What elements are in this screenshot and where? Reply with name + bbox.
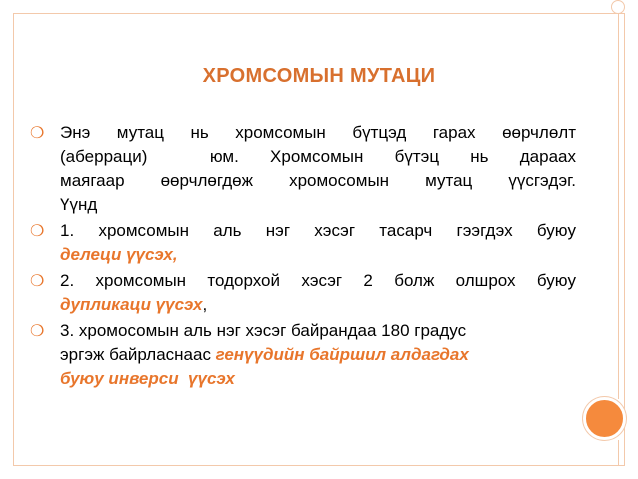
bullet-2-line-2 <box>60 243 576 267</box>
bullet-icon: ❍ <box>30 321 45 340</box>
bullet-4-text-line-2: эргэж байрласнаас <box>60 345 216 364</box>
bullet-4-highlight-line-3: буюу инверси үүсэх <box>60 369 235 388</box>
bullet-item-2 <box>30 219 576 267</box>
slide-title: ХРОМСОМЫН МУТАЦИ <box>202 65 436 87</box>
bullet-item-3 <box>30 269 576 317</box>
bullet-4-line-2 <box>60 343 576 367</box>
bullet-1-line-2: (аберраци) юм. Хромсомын бүтэц нь дараах <box>60 147 576 166</box>
bullet-3-tail: , <box>202 295 208 314</box>
slide-content <box>30 121 576 393</box>
bullet-3-line-2 <box>60 293 576 317</box>
bullet-icon: ❍ <box>30 271 45 290</box>
decor-orange-circle <box>583 397 626 440</box>
bullet-1-line-1: Энэ мутац нь хромсомын бүтцэд гарах өөрчлөлт <box>60 123 576 142</box>
bullet-4-line-3 <box>60 367 576 391</box>
bullet-2-text: 1. хромсомын аль нэг хэсэг тасарч гээгдэх буюу <box>60 221 576 240</box>
bullet-3-text: 2. хромсомын тодорхой хэсэг 2 болж олшрох буюу <box>60 271 576 290</box>
bullet-1-line-4: Үүнд <box>60 195 98 214</box>
bullet-4-line-1: 3. хромосомын аль нэг хэсэг байрандаа 180 градус <box>60 321 467 340</box>
bullet-4-highlight-line-2: генүүдийн байршил алдагдах <box>215 345 469 364</box>
decor-small-circle <box>611 0 625 14</box>
bullet-icon: ❍ <box>30 221 45 240</box>
decor-line-bottom <box>618 440 619 466</box>
bullet-icon: ❍ <box>30 123 45 142</box>
bullet-1-line-3: маягаар өөрчлөгдөж хромосомын мутац үүсгэдэг. <box>60 171 576 190</box>
bullet-2-highlight: делеци үүсэх, <box>60 245 178 264</box>
bullet-item-1 <box>30 121 576 217</box>
bullet-3-highlight: дупликаци үүсэх <box>60 295 203 314</box>
bullet-item-4 <box>30 319 576 391</box>
